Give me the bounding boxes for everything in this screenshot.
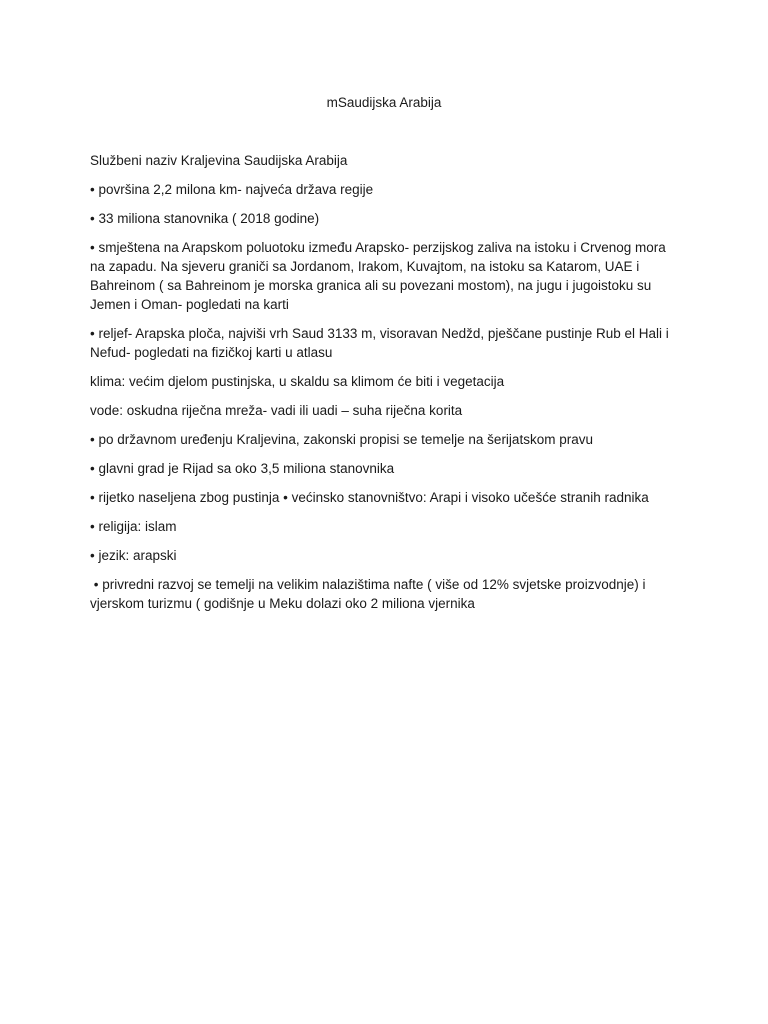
paragraph-religion: • religija: islam <box>90 519 177 534</box>
document-body <box>90 151 680 623</box>
paragraph-capital: • glavni grad je Rijad sa oko 3,5 miliona stanovnika <box>90 461 395 476</box>
paragraph-official-name: Službeni naziv Kraljevina Saudijska Arabija <box>90 153 348 168</box>
paragraph-language: • jezik: arapski <box>90 548 177 563</box>
paragraph-economy: • privredni razvoj se temelji na velikim nalazištima nafte ( više od 12% svjetske proizvodnje) i vjerskom turizmu ( godišnje u Meku dolazi oko 2 miliona vjernika <box>90 577 650 611</box>
paragraph-relief: • reljef- Arapska ploča, najviši vrh Saud 3133 m, visoravan Nedžd, pješčane pustinje Rub el Hali i Nefud- pogledati na fizičkoj karti u atlasu <box>90 326 673 360</box>
document-title: mSaudijska Arabija <box>326 95 442 110</box>
paragraph-climate: klima: većim djelom pustinjska, u skaldu sa klimom će biti i vegetacija <box>90 374 505 389</box>
paragraph-location: • smještena na Arapskom poluotoku između Arapsko- perzijskog zaliva na istoku i Crvenog mora na zapadu. Na sjeveru graniči sa Jordanom, Irakom, Kuvajtom, na istoku sa Katarom, UAE i Bahreinom ( sa Bahreinom je morska granica ali su povezani mostom), na jugu i jugoistoku su Jemen i Oman- pogledati na karti <box>90 240 670 312</box>
paragraph-area: • površina 2,2 milona km- najveća država regije <box>90 182 374 197</box>
paragraph-population-density: • rijetko naseljena zbog pustinja • većinsko stanovništvo: Arapi i visoko učešće stranih radnika <box>90 490 649 505</box>
paragraph-waters: vode: oskudna riječna mreža- vadi ili uadi – suha riječna korita <box>90 403 463 418</box>
paragraph-population: • 33 miliona stanovnika ( 2018 godine) <box>90 211 320 226</box>
paragraph-government: • po državnom uređenju Kraljevina, zakonski propisi se temelje na šerijatskom pravu <box>90 432 593 447</box>
